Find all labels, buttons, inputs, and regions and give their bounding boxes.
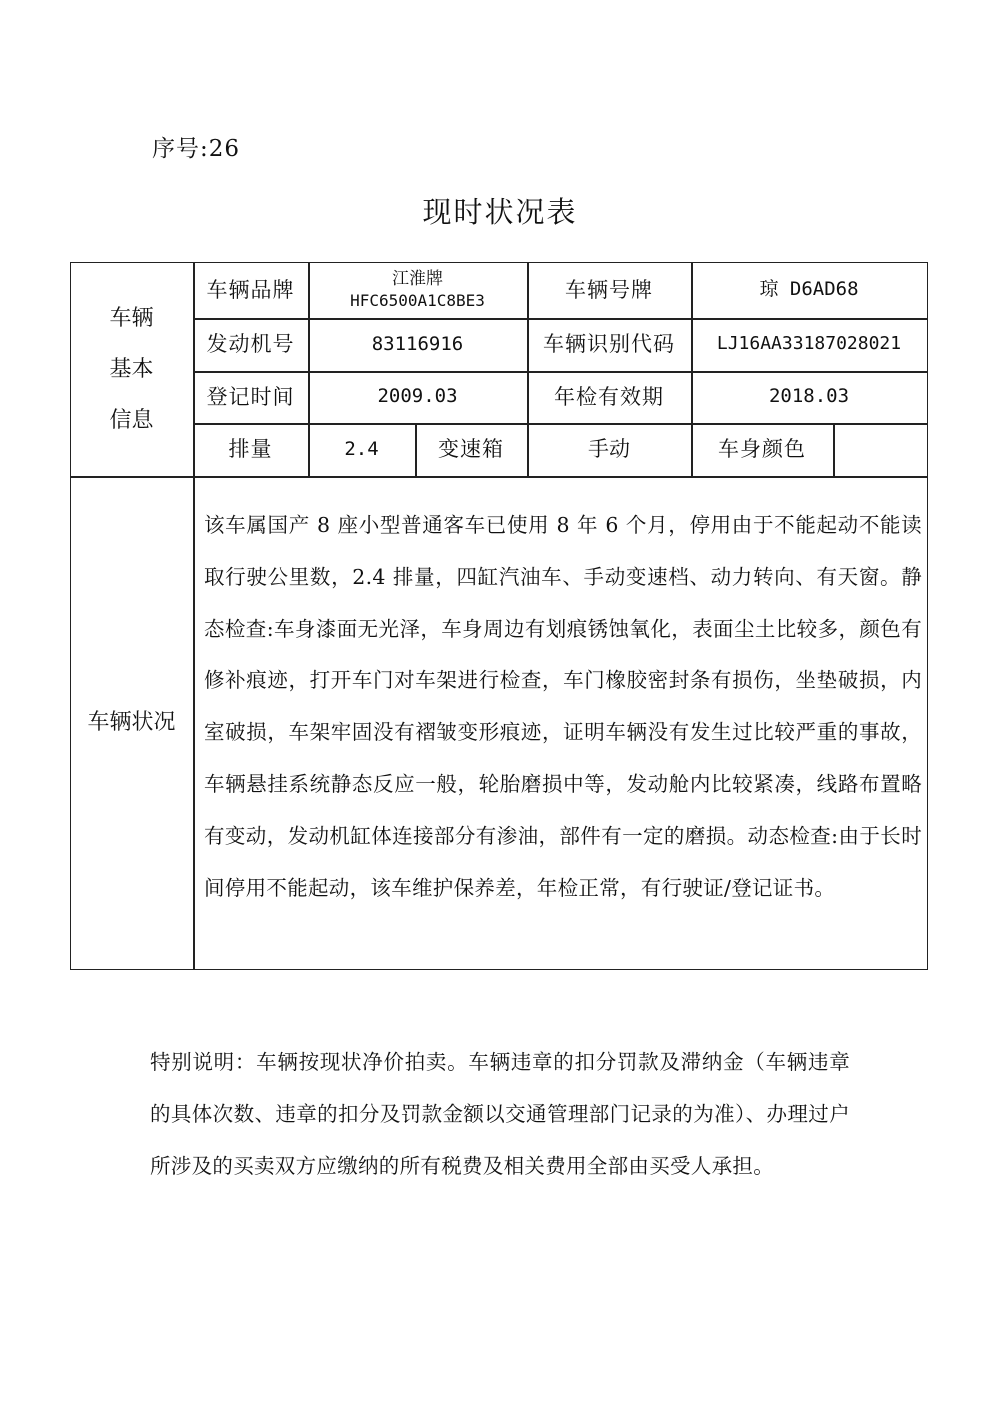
vin-value: LJ16AA33187028021	[716, 333, 902, 355]
serial-number: 序号:26	[152, 136, 241, 162]
displacement-label: 排量	[228, 437, 273, 462]
basic-info-label-line: 基本	[109, 356, 154, 382]
engine-value: 83116916	[371, 332, 464, 355]
plate-value: 琼 D6AD68	[759, 278, 859, 301]
basic-info-label-line: 车辆	[109, 305, 154, 331]
brand-label: 车辆品牌	[206, 277, 295, 302]
reg-date-label: 登记时间	[206, 384, 295, 409]
condition-label: 车辆状况	[87, 710, 176, 735]
condition-description: 该车属国产 8 座小型普通客车已使用 8 年 6 个月，停用由于不能起动不能读取行驶公里数，2.4 排量，四缸汽油车、手动变速档、动力转向、有天窗。静态检查:车身漆面无光泽，车身周边有划痕锈蚀氧化，表面尘土比较多，颜色有修补痕迹，打开车门对车架进行检查，车门橡胶密封条有损伤，坐垫破损，内室破损，车架牢固没有褶皱变形痕迹，证明车辆没有发生过比较严重的事故，车辆悬挂系统静态反应一般，轮胎磨损中等，发动舱内比较紧凑，线路布置略有变动，发动机缸体连接部分有渗油，部件有一定的磨损。动态检查:由于长时间停用不能起动，该车维护保养差，年检正常，有行驶证/登记证书。	[204, 513, 922, 900]
brand-name: 江淮牌	[392, 269, 443, 290]
body-color-value	[833, 423, 927, 476]
inspection-label: 年检有效期	[554, 384, 664, 409]
basic-info-label	[70, 262, 193, 476]
inspection-value: 2018.03	[768, 385, 850, 408]
engine-label: 发动机号	[206, 332, 295, 357]
brand-value	[308, 262, 527, 318]
body-color-label: 车身颜色	[718, 437, 806, 462]
gearbox-label: 变速箱	[438, 437, 504, 462]
page-title: 现时状况表	[422, 195, 578, 229]
plate-label: 车辆号牌	[565, 277, 653, 302]
displacement-value: 2.4	[344, 437, 379, 460]
basic-info-label-line: 信息	[109, 407, 154, 433]
table-rule	[70, 476, 927, 478]
gearbox-value: 手动	[588, 437, 630, 462]
brand-model: HFC6500A1C8BE3	[350, 290, 485, 310]
vin-label: 车辆识别代码	[543, 332, 675, 357]
reg-date-value: 2009.03	[377, 385, 458, 408]
special-note: 特别说明：车辆按现状净价拍卖。车辆违章的扣分罚款及滞纳金（车辆违章的具体次数、违章的扣分及罚款金额以交通管理部门记录的为准）、办理过户所涉及的买卖双方应缴纳的所有税费及相关费用全部由买受人承担。	[150, 1050, 850, 1178]
